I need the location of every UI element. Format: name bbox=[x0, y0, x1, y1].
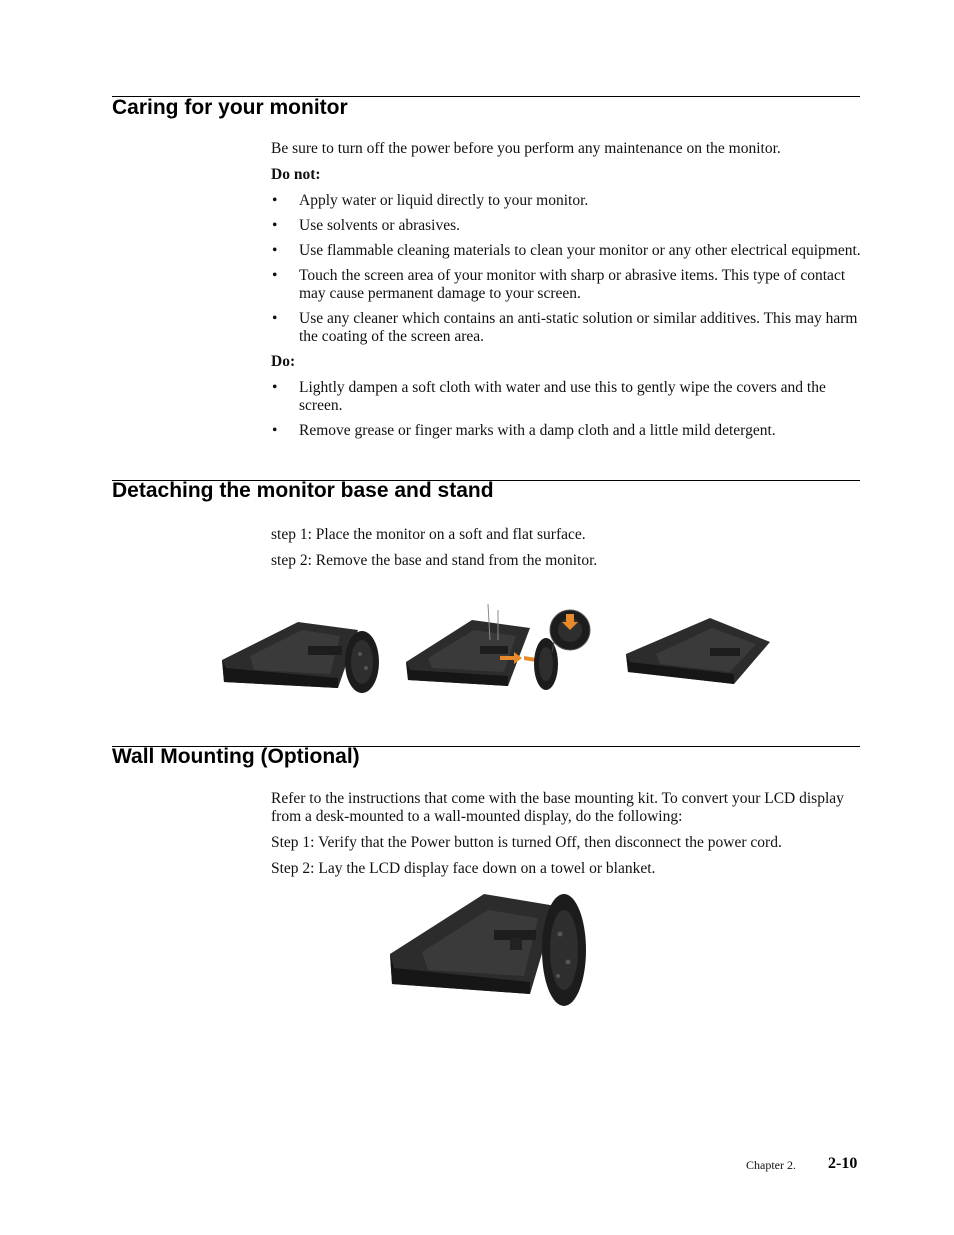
list-item-text: Use solvents or abrasives. bbox=[299, 217, 460, 234]
wall-mount-monitor-illustration bbox=[388, 890, 592, 1010]
list-item bbox=[271, 267, 861, 303]
wall-intro: Refer to the instructions that come with the base mounting kit. To convert your LCD display from a desk-mounted to a wall-mounted display, do the following: bbox=[271, 790, 844, 825]
bullet-icon: • bbox=[272, 217, 278, 234]
section-title-detaching: Detaching the monitor base and stand bbox=[112, 479, 494, 502]
section-title-caring: Caring for your monitor bbox=[112, 96, 348, 119]
list-item bbox=[271, 192, 861, 210]
list-item-text: Remove grease or finger marks with a damp cloth and a little mild detergent. bbox=[299, 422, 776, 439]
monitor-without-stand-illustration bbox=[624, 614, 772, 686]
list-item bbox=[271, 310, 861, 346]
detaching-step-1: step 1: Place the monitor on a soft and flat surface. bbox=[271, 526, 586, 543]
stand-removal-illustration bbox=[404, 600, 592, 692]
list-item-text: Use any cleaner which contains an anti-static solution or similar additives. This may harm the coating of the screen area. bbox=[299, 310, 858, 345]
bullet-icon: • bbox=[272, 310, 278, 327]
wall-step-2: Step 2: Lay the LCD display face down on a towel or blanket. bbox=[271, 860, 656, 877]
wall-step-1: Step 1: Verify that the Power button is turned Off, then disconnect the power cord. bbox=[271, 834, 782, 851]
list-item bbox=[271, 217, 861, 235]
list-item bbox=[271, 379, 861, 415]
detaching-step-2: step 2: Remove the base and stand from the monitor. bbox=[271, 552, 598, 569]
detaching-body bbox=[271, 526, 861, 578]
caring-intro: Be sure to turn off the power before you perform any maintenance on the monitor. bbox=[271, 140, 781, 157]
donot-label: Do not: bbox=[271, 166, 321, 183]
section-title-wall: Wall Mounting (Optional) bbox=[112, 745, 360, 768]
donot-list bbox=[271, 192, 861, 346]
do-list bbox=[271, 379, 861, 440]
do-label: Do: bbox=[271, 353, 296, 370]
list-item-text: Touch the screen area of your monitor with sharp or abrasive items. This type of contact may cause permanent damage to your screen. bbox=[299, 267, 846, 302]
bullet-icon: • bbox=[272, 242, 278, 259]
wall-body bbox=[271, 790, 861, 886]
list-item bbox=[271, 422, 861, 440]
bullet-icon: • bbox=[272, 192, 278, 209]
list-item-text: Apply water or liquid directly to your monitor. bbox=[299, 192, 589, 209]
list-item-text: Lightly dampen a soft cloth with water and use this to gently wipe the covers and the screen. bbox=[299, 379, 826, 414]
page-number: 2-10 bbox=[828, 1155, 858, 1172]
caring-body bbox=[271, 140, 861, 447]
bullet-icon: • bbox=[272, 379, 278, 396]
footer-chapter: Chapter 2. bbox=[746, 1158, 796, 1172]
list-item-text: Use flammable cleaning materials to clean your monitor or any other electrical equipment. bbox=[299, 242, 861, 259]
bullet-icon: • bbox=[272, 267, 278, 284]
list-item bbox=[271, 242, 861, 260]
bullet-icon: • bbox=[272, 422, 278, 439]
monitor-with-stand-illustration bbox=[220, 616, 385, 694]
